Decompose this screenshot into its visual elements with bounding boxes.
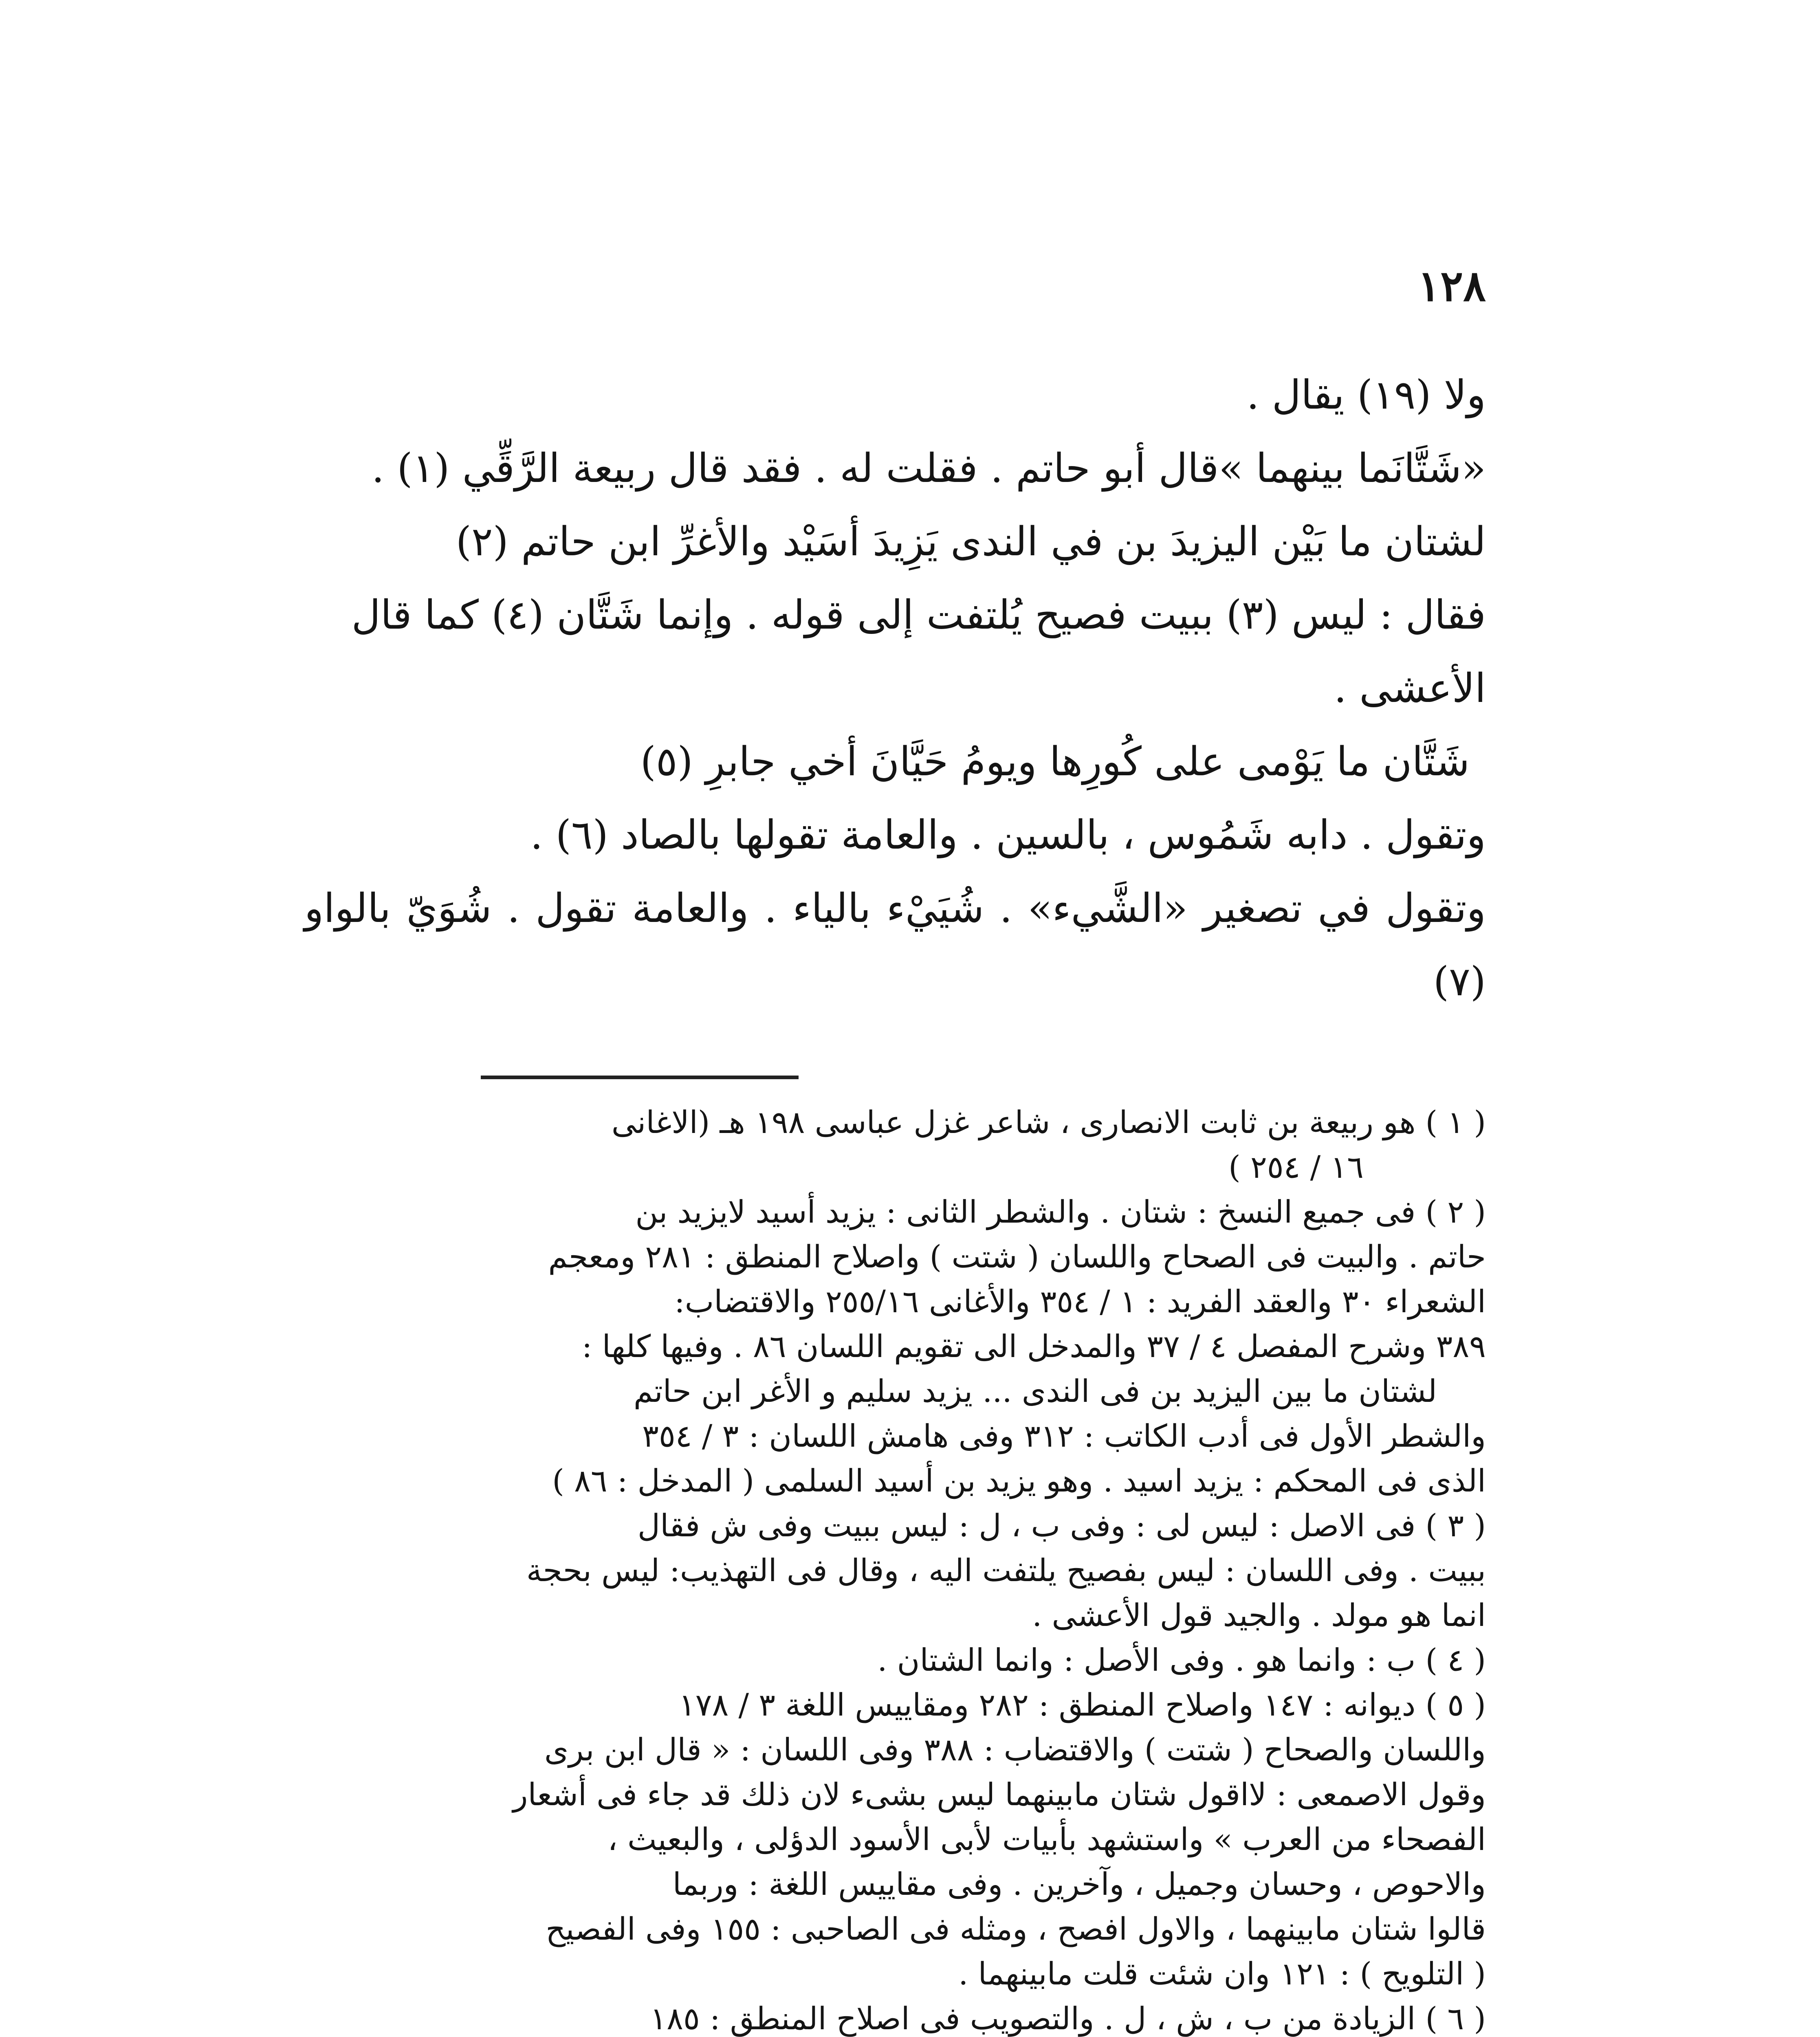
text-line: الأعشى . <box>1334 665 1486 712</box>
main-text <box>304 359 1486 1018</box>
text-line: وتقول . دابه شَمُوس ، بالسين . والعامة تقولها بالصاد (٦) . <box>530 812 1486 858</box>
footnote-line: ١٦ / ٢٥٤ ) <box>1228 1149 1364 1185</box>
footnote-line: ٣٨٩ وشرح المفصل ٤ / ٣٧ والمدخل الى تقويم اللسان ٨٦ . وفيها كلها : <box>581 1328 1486 1364</box>
footnote-line: الذى فى المحكم : يزيد اسيد . وهو يزيد بن أسيد السلمى ( المدخل : ٨٦ ) <box>552 1463 1486 1499</box>
text-line: لشتان ما بَيْن اليزيدَ بن في الندى يَزِيدَ أسَيْد والأغرِّ ابن حاتم (٢) <box>456 519 1486 565</box>
footnote-line: لشتان ما بين اليزيد بن فى الندى ... يزيد سليم و الأغر ابن حاتم <box>634 1373 1437 1409</box>
text-line: «شَتَّانَما بينهما »قال أبو حاتم . فقلت له . فقد قال ربيعة الرَّقِّي (١) . <box>372 445 1486 492</box>
footnote-line: انما هو مولد . والجيد قول الأعشى . <box>1032 1597 1486 1633</box>
footnotes <box>280 1100 1486 2037</box>
page-number: ١٢٨ <box>1417 261 1486 311</box>
footnote-line: ( ١ ) هو ربيعة بن ثابت الانصارى ، شاعر غزل عباسى ١٩٨ هـ (الاغانى <box>611 1104 1486 1140</box>
footnote-line: والشطر الأول فى أدب الكاتب : ٣١٢ وفى هامش اللسان : ٣ / ٣٥٤ <box>642 1418 1486 1454</box>
footnote-line: والاحوص ، وحسان وجميل ، وآخرين . وفى مقاييس اللغة : وربما <box>672 1866 1486 1902</box>
footnote-line: ( ٤ ) ب : وانما هو . وفى الأصل : وانما الشتان . <box>877 1642 1486 1678</box>
footnote-line: وقول الاصمعى : لااقول شتان مابينهما ليس بشىء لان ذلك قد جاء فى أشعار <box>513 1776 1486 1813</box>
text-line: ولا (١٩) يقال . <box>1246 372 1486 418</box>
footnote-line: واللسان والصحاح ( شتت ) والاقتضاب : ٣٨٨ وفى اللسان : « قال ابن برى <box>544 1731 1486 1768</box>
verse-line: شَتَّان ما يَوْمى على كُورِها ويومُ حَيَّانَ أخي جابرِ (٥) <box>640 739 1470 785</box>
text-line: فقال : ليس (٣) ببيت فصيح يُلتفت إلى قوله . وإنما شَتَّان (٤) كما قال <box>351 592 1486 638</box>
footnote-separator <box>481 1076 799 1079</box>
footnote-line: ( التلويح ) : ١٢١ وان شئت قلت مابينهما . <box>958 1956 1486 1992</box>
text-line: وتقول في تصغير «الشَّيء» . شُيَيْء بالياء . والعامة تقول . شُوَيّ بالواو (٧) <box>304 885 1486 1005</box>
footnote-line: الشعراء ٣٠ والعقد الفريد : ١ / ٣٥٤ والأغانى ٢٥٥/١٦ والاقتضاب: <box>674 1283 1486 1320</box>
footnote-line: ( ٣ ) فى الاصل : ليس لى : وفى ب ، ل : ليس ببيت وفى ش فقال <box>637 1507 1486 1544</box>
footnote-line: قالوا شتان مابينهما ، والاول افصح ، ومثله فى الصاحبى : ١٥٥ وفى الفصيح <box>546 1911 1486 1947</box>
footnote-line: ببيت . وفى اللسان : ليس بفصيح يلتفت اليه ، وقال فى التهذيب: ليس بحجة <box>526 1552 1486 1588</box>
footnote-line: ( ٥ ) ديوانه : ١٤٧ واصلاح المنطق : ٢٨٢ ومقاييس اللغة ٣ / ١٧٨ <box>678 1687 1486 1723</box>
footnote-line: الفصحاء من العرب » واستشهد بأبيات لأبى الأسود الدؤلى ، والبعيث ، <box>607 1821 1486 1857</box>
footnote-line: ( ٢ ) فى جميع النسخ : شتان . والشطر الثانى : يزيد أسيد لايزيد بن <box>635 1194 1486 1230</box>
footnote-line: حاتم . والبيت فى الصحاح واللسان ( شتت ) واصلاح المنطق : ٢٨١ ومعجم <box>548 1238 1486 1275</box>
footnote-line: ( ٦ ) الزيادة من ب ، ش ، ل . والتصويب فى اصلاح المنطق : ١٨٥ <box>650 2000 1486 2037</box>
